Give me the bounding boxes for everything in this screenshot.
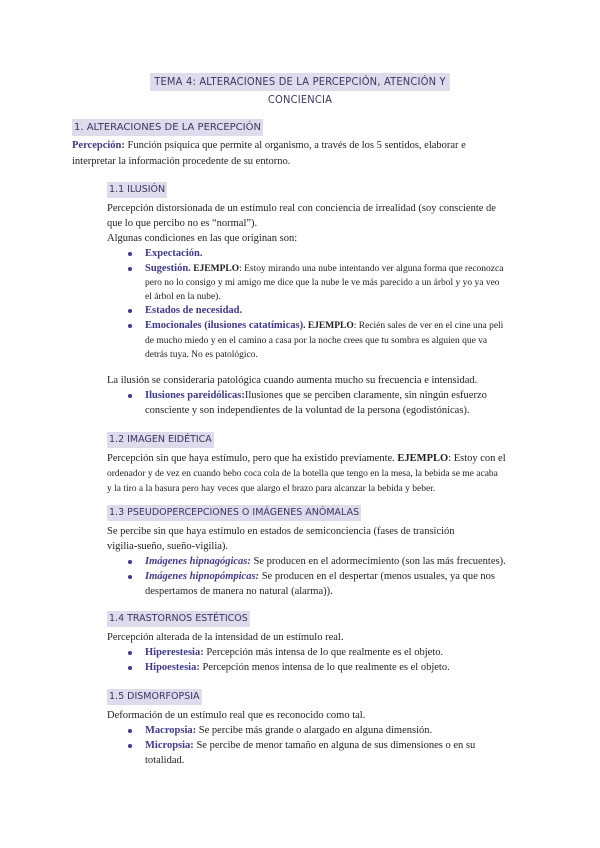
bullet-icon bbox=[128, 309, 132, 313]
list-item-cont: totalidad. bbox=[145, 755, 185, 766]
list-item: Estados de necesidad. bbox=[145, 303, 242, 319]
bullet-icon bbox=[128, 394, 132, 398]
list-item: Imágenes hipnopómpicas: Se producen en el despertar (menos usuales, ya que nos bbox=[145, 569, 495, 585]
section-heading-1-4: 1.4 TRASTORNOS ESTÉTICOS bbox=[107, 611, 250, 627]
paragraph: Percepción distorsionada de un estímulo real con conciencia de irrealidad (soy consciente de bbox=[107, 203, 496, 214]
paragraph: que lo que percibo no es “normal”). bbox=[107, 218, 258, 229]
paragraph: ordenador y de vez en cuando bebo coca cola de la botella que tengo en la mesa, la bebida se me acaba bbox=[107, 469, 498, 479]
bullet-icon bbox=[128, 560, 132, 564]
list-item: Micropsia: Se percibe de menor tamaño en alguna de sus dimensiones o en su bbox=[145, 738, 475, 754]
list-item: Imágenes hipnagógicas: Se producen en el adormecimiento (son las más frecuentes). bbox=[145, 554, 506, 570]
paragraph: vigilia-sueño, sueño-vigilia). bbox=[107, 541, 229, 552]
list-item-cont: de mucho miedo y en el camino a casa por la noche crees que tu sombra es alguien que va bbox=[145, 336, 488, 346]
bullet-icon bbox=[128, 324, 132, 328]
term-percepcion: Percepción: bbox=[72, 140, 125, 151]
bullet-icon bbox=[128, 252, 132, 256]
section-heading-1: 1. ALTERACIONES DE LA PERCEPCIÓN bbox=[72, 119, 263, 136]
section-heading-1-2: 1.2 IMAGEN EIDÉTICA bbox=[107, 432, 214, 448]
paragraph: y la tiro a la basura pero hay veces que alargo el brazo para alcanzar la bebida y beber. bbox=[107, 484, 436, 494]
list-item-cont: consciente y son independientes de la voluntad de la persona (egodistónicas). bbox=[145, 405, 470, 416]
bullet-icon bbox=[128, 267, 132, 271]
paragraph: Deformación de un estímulo real que es reconocido como tal. bbox=[107, 710, 366, 721]
list-item-cont: el árbol en la nube). bbox=[145, 292, 221, 302]
list-item: Sugestión. EJEMPLO: Estoy mirando una nube intentando ver alguna forma que reconozca bbox=[145, 261, 565, 278]
paragraph: Percepción alterada de la intensidad de un estímulo real. bbox=[107, 632, 344, 643]
bullet-icon bbox=[128, 666, 132, 670]
page-title: TEMA 4: ALTERACIONES DE LA PERCEPCIÓN, ATENCIÓN Y CONCIENCIA bbox=[150, 73, 450, 91]
paragraph: Se percibe sin que haya estímulo en estados de semiconciencia (fases de transición bbox=[107, 526, 455, 537]
list-item: Expectación. bbox=[145, 246, 565, 262]
bullet-icon bbox=[128, 651, 132, 655]
list-item: Ilusiones pareidólicas:Ilusiones que se perciben claramente, sin ningún esfuerzo bbox=[145, 388, 487, 404]
paragraph: Percepción sin que haya estímulo, pero que ha existido previamente. EJEMPLO: Estoy con el bbox=[107, 453, 506, 464]
list-item: Emocionales (ilusiones catatímicas). EJEMPLO: Recién sales de ver en el cine una peli bbox=[145, 318, 503, 335]
bullet-icon bbox=[128, 575, 132, 579]
section-heading-1-1: 1.1 ILUSIÓN bbox=[107, 182, 167, 198]
perception-definition-cont: interpretar la información procedente de su entorno. bbox=[72, 156, 291, 167]
list-item-cont: detrás tuya. No es patológico. bbox=[145, 350, 258, 360]
bullet-icon bbox=[128, 744, 132, 748]
illusion-conditions-list bbox=[145, 246, 565, 262]
list-item: Hipoestesia: Percepción menos intensa de lo que realmente es el objeto. bbox=[145, 660, 450, 676]
section-heading-1-5: 1.5 DISMORFOPSIA bbox=[107, 689, 202, 705]
paragraph: Algunas condiciones en las que originan son: bbox=[107, 233, 298, 244]
bullet-icon bbox=[128, 729, 132, 733]
paragraph: La ilusión se consideraría patológica cuando aumenta mucho su frecuencia e intensidad. bbox=[107, 375, 478, 386]
list-item-cont: pero no lo consigo y mi amigo me dice que la nube le ve más parecido a un árbol y yo ya veo bbox=[145, 278, 500, 288]
section-heading-1-3: 1.3 PSEUDOPERCEPCIONES O IMÁGENES ANÓMALAS bbox=[107, 505, 361, 521]
list-item: Hiperestesia: Percepción más intensa de lo que realmente es el objeto. bbox=[145, 645, 443, 661]
list-item-cont: despertamos de manera no natural (alarma)). bbox=[145, 586, 333, 597]
perception-definition: Percepción: Función psíquica que permite al organismo, a través de los 5 sentidos, elaborar e bbox=[72, 140, 466, 151]
list-item: Macropsia: Se percibe más grande o alargado en alguna dimensión. bbox=[145, 723, 432, 739]
